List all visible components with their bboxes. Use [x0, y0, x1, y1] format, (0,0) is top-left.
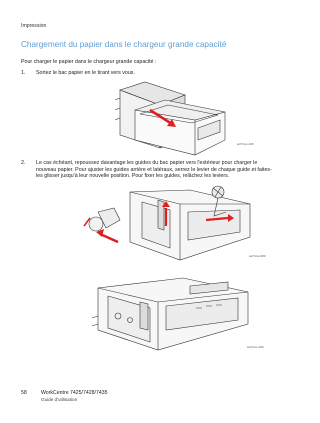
section-header: Impression: [21, 23, 47, 29]
figure-code: wcl7xxx-100: [247, 345, 264, 349]
figure-code: wcl7xxx-106: [237, 142, 254, 146]
step-text-line: Sortez le bac papier en le tirant vers vous.: [36, 70, 135, 76]
intro-text: Pour charger le papier dans le chargeur grande capacité :: [21, 59, 157, 65]
figure-adjust-guides: [70, 182, 270, 262]
figure-tray-pull-out: [100, 80, 260, 155]
step-number: 2.: [21, 160, 26, 166]
figure-code: wcl7xxx-083: [249, 254, 266, 258]
page-number: 58: [21, 390, 27, 396]
guide-name: Guide d'utilisation: [41, 397, 78, 402]
step-text-line: Le cas échéant, repoussez davantage les guides du bac papier vers l'extérieur pour charger le: [36, 160, 258, 166]
page-title: Chargement du papier dans le chargeur grande capacité: [21, 40, 227, 49]
step-text-line: les glisser jusqu'à leur nouvelle position. Pour fixer les guides, relâchez les leviers.: [36, 173, 230, 180]
step-2: [0, 160, 300, 180]
step-number: 1.: [21, 70, 26, 76]
step-text-line: nouveau papier. Pour ajuster les guides arrière et latéraux, serrez le levier de chaque guide et faites-: [36, 166, 272, 173]
product-name: WorkCentre 7425/7428/7435: [41, 390, 108, 396]
step-1: [0, 70, 300, 78]
figure-guides-positioned: [78, 268, 258, 350]
